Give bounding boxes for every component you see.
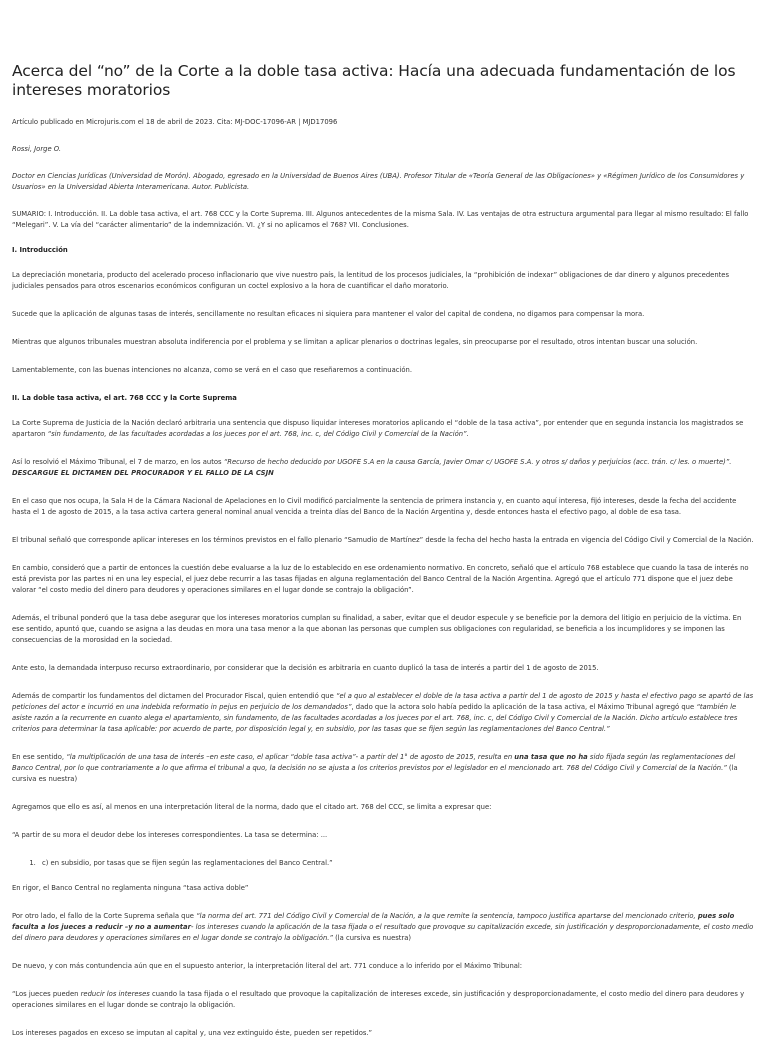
text-run: En ese sentido, — [12, 753, 67, 761]
paragraph: En el caso que nos ocupa, la Sala H de la Cámara Nacional de Apelaciones en lo Civil modificó parcialmente la sentencia de primera instancia y, en cuanto aquí interesa, fijó intereses, desde la fecha del accidente hasta el 1 de agosto de 2015, a la tasa activa cartera general nominal anual vencida a treinta días del Banco de la Nación Argentina y, desde entonces hasta el efectivo pago, al doble de esa tasa. — [12, 497, 737, 516]
paragraph: Además, el tribunal ponderó que la tasa debe asegurar que los intereses moratorios cumplan su finalidad, a saber, evitar que el deudor especule y se beneficie por la demora del litigio en perjuicio de la víctima. En ese sentido, apuntó que, cuando se asigna a las deudas en mora una tasa menor a la que abonan las personas que cumplen sus obligaciones con regularidad, se beneficia a los incumplidores y se imponen las consecuencias de la morosidad en la sociedad. — [12, 614, 742, 644]
italic-run: reducir los intereses — [80, 990, 150, 998]
paragraph — [12, 752, 754, 785]
italic-quote: “la multiplicación de una tasa de interés –en este caso, el aplicar “doble tasa activa”- a partir del 1° de agosto de 2015, resulta en — [66, 753, 515, 761]
italic-quote: “sin fundamento, de las facultades acordadas a los jueces por el art. 768, inc. c, del Código Civil y Comercial de la Nación”. — [47, 430, 469, 438]
paragraph — [12, 457, 754, 479]
paragraph: Mientras que algunos tribunales muestran absoluta indiferencia por el problema y se limitan a aplicar plenarios o doctrinas legales, sin preocuparse por el resultado, otros intentan buscar una solución. — [12, 338, 698, 346]
bold-italic-quote: una tasa que no ha — [514, 753, 588, 761]
section-heading-intro: I. Introducción — [12, 246, 68, 254]
summary: SUMARIO: I. Introducción. II. La doble tasa activa, el art. 768 CCC y la Corte Suprema. III. Algunos antecedentes de la misma Sala. IV. Las ventajas de otra estructura argumental para llegar al mismo resultado: El fallo “Melegari”. V. La vía del “carácter alimentario” de la indemnización. VI. ¿Y si no aplicamos el 768? VII. Conclusiones. — [12, 210, 749, 229]
text-run: “Los jueces pueden — [12, 990, 81, 998]
list-item: 1. c) en subsidio, por tasas que se fijen según las reglamentaciones del Banco Central.” — [38, 858, 754, 869]
quote-paragraph — [12, 989, 754, 1011]
download-link[interactable]: DESCARGUE EL DICTAMEN DEL PROCURADOR Y EL FALLO DE LA CSJN — [12, 469, 274, 477]
text-run: La Corte Suprema de Justicia de la Nación declaró arbitraria una sentencia que dispuso liquidar intereses moratorios aplicando el “doble de la tasa activa”, por entender que en segunda instancia los magistrados se apartaron — [12, 419, 744, 438]
text-run: Por otro lado, el fallo de la Corte Suprema señala que — [12, 912, 197, 920]
paragraph: La depreciación monetaria, producto del acelerado proceso inflacionario que vive nuestro país, la lentitud de los procesos judiciales, la “prohibición de indexar” obligaciones de dar dinero y algunos precedentes judiciales pensados para otros escenarios económicos configuran un coctel explosivo a la hora de cuantificar el daño moratorio. — [12, 271, 730, 290]
paragraph: Lamentablemente, con las buenas intenciones no alcanza, como se verá en el caso que reseñaremos a continuación. — [12, 366, 413, 374]
paragraph — [12, 691, 754, 735]
text-run: , dado que la actora solo había pedido la aplicación de la tasa activa, el Máximo Tribunal agregó que — [351, 703, 697, 711]
paragraph: En cambio, consideró que a partir de entonces la cuestión debe evaluarse a la luz de lo establecido en ese ordenamiento normativo. En concreto, señaló que el artículo 768 establece que cuando la tasa de interés no está prevista por las partes ni en una ley especial, el juez debe recurrir a las tasas fijadas en alguna reglamentación del Banco Central de la Nación Argentina. Agregó que el artículo 771 dispone que el juez debe valorar “el costo medio del dinero para deudores y operaciones similares en el lugar donde se contrajo la obligación”. — [12, 564, 749, 594]
article-meta: Artículo publicado en Microjuris.com el 18 de abril de 2023. Cita: MJ-DOC-17096-AR | MJD17096 — [12, 118, 338, 126]
section-heading-doble-tasa: II. La doble tasa activa, el art. 768 CCC y la Corte Suprema — [12, 394, 237, 402]
italic-quote: - los intereses cuando la aplicación de la tasa fijada o el resultado que provoque su capitalización excede, sin justificación y desproporcionadamente, el costo medio del dinero para deudores y operaciones similares en el lugar donde se contrajo la obligación.” — [12, 923, 754, 942]
italic-quote: sido fijada según las reglamentaciones del Banco Central, por lo que contrariamente a lo que afirma el tribunal a quo, la decisión no se ajusta a los criterios previstos por el legislador en el mencionado art. 768 del Código Civil y Comercial de la Nación.” — [12, 753, 736, 772]
bold-italic-quote: pues solo faculta a los jueces a reducir –y no a aumentar — [12, 912, 735, 931]
case-title: “Recurso de hecho deducido por UGOFE S.A en la causa García, Javier Omar c/ UGOFE S.A. y otros s/ daños y perjuicios (acc. trán. c/ les. o muerte)”. — [223, 458, 732, 466]
paragraph: Sucede que la aplicación de algunas tasas de interés, sencillamente no resultan eficaces ni siquiera para mantener el valor del capital de condena, no digamos para compensar la mora. — [12, 310, 645, 318]
paragraph — [12, 418, 754, 440]
author-name: Rossi, Jorge O. — [12, 145, 62, 153]
article-title: Acerca del “no” de la Corte a la doble tasa activa: Hacía una adecuada fundamentación de los intereses moratorios — [12, 62, 736, 99]
paragraph: El tribunal señaló que corresponde aplicar intereses en los términos previstos en el fallo plenario “Samudio de Martínez” desde la fecha del hecho hasta la entrada en vigencia del Código Civil y Comercial de la Nación. — [12, 536, 754, 544]
quote-paragraph: Los intereses pagados en exceso se imputan al capital y, una vez extinguido éste, pueden ser repetidos.” — [12, 1029, 373, 1037]
text-run: (la cursiva es nuestra) — [332, 934, 412, 942]
paragraph: Ante esto, la demandada interpuso recurso extraordinario, por considerar que la decisión es arbitraria en cuanto duplicó la tasa de interés a partir del 1 de agosto de 2015. — [12, 664, 599, 672]
text-run: (la cursiva es nuestra) — [12, 764, 738, 783]
italic-quote: “el a quo al establecer el doble de la tasa activa a partir del 1 de agosto de 2015 y hasta el efectivo pago se apartó de las peticiones del actor e incurrió en una indebida reformatio in pejus en perjuicio de los demandados” — [12, 692, 754, 711]
text-run: Además de compartir los fundamentos del dictamen del Procurador Fiscal, quien entendió que — [12, 692, 336, 700]
italic-quote: “la norma del art. 771 del Código Civil y Comercial de la Nación, a la que remite la sentencia, tampoco justifica apartarse del mencionado criterio, — [196, 912, 698, 920]
paragraph — [12, 911, 754, 944]
italic-quote: “también le asiste razón a la recurrente en cuanto alega el apartamiento, sin fundamento, de las facultades acordadas a los jueces por el art. 768, inc. c, del Código Civil y Comercial de la Nación. Dicho artículo establece tres criterios para determinar la tasa aplicable: por acuerdo de parte, por disposición legal y, en subsidio, por las tasas que se fijen según las reglamentaciones del Banco Central.” — [12, 703, 738, 733]
paragraph: En rigor, el Banco Central no reglamenta ninguna “tasa activa doble” — [12, 884, 249, 892]
quote-paragraph: “A partir de su mora el deudor debe los intereses correspondientes. La tasa se determina: ... — [12, 831, 328, 839]
author-bio: Doctor en Ciencias Jurídicas (Universidad de Morón). Abogado, egresado en la Universidad de Buenos Aires (UBA). Profesor Titular de «Teoría General de las Obligaciones» y «Régimen Jurídico de los Consumidores y Usuarios» en la Universidad Abierta Interamericana. Autor. Publicista. — [12, 172, 745, 191]
quote-list — [12, 858, 754, 869]
paragraph: Agregamos que ello es así, al menos en una interpretación literal de la norma, dado que el citado art. 768 del CCC, se limita a expresar que: — [12, 803, 492, 811]
text-run: Así lo resolvió el Máximo Tribunal, el 7 de marzo, en los autos — [12, 458, 224, 466]
text-run: cuando la tasa fijada o el resultado que provoque la capitalización de intereses excede, sin justificación y desproporcionadamente, el costo medio del dinero para deudores y operaciones similares en el lugar donde se contrajo la obligación. — [12, 990, 745, 1009]
paragraph: De nuevo, y con más contundencia aún que en el supuesto anterior, la interpretación literal del art. 771 conduce a lo inferido por el Máximo Tribunal: — [12, 962, 523, 970]
